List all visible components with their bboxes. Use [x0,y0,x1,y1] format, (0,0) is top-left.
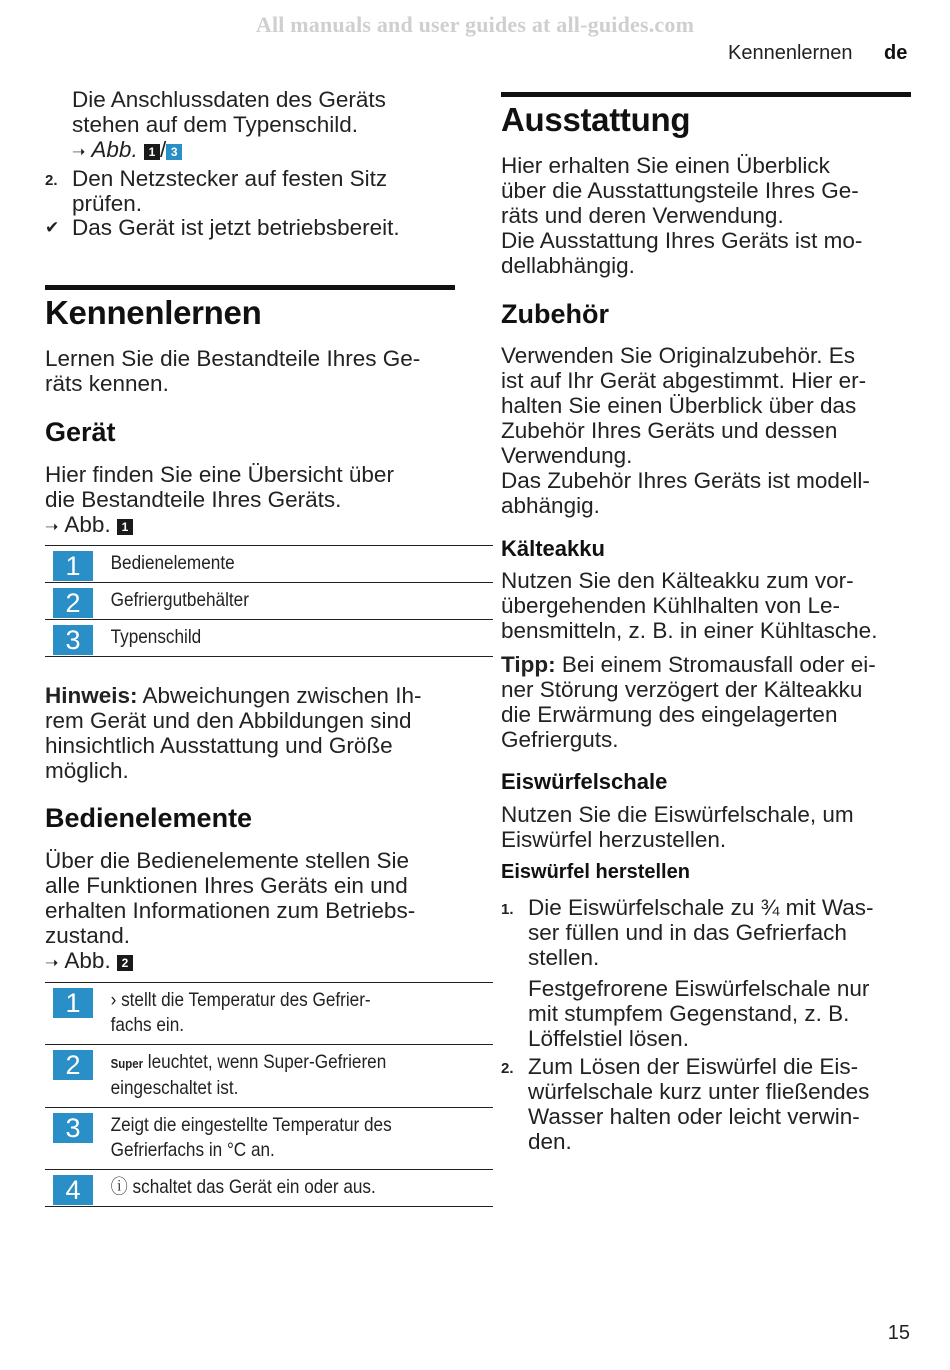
legend-row [45,1045,493,1108]
text-line: bensmitteln, z. B. in einer Kühltasche. [501,618,878,643]
text-line: räts kennen. [45,371,169,396]
text-line: mit stumpfem Gegenstand, z. B. [528,1001,850,1026]
text-line: rem Gerät und den Abbildungen sind [45,708,412,733]
figure-badge: 1 [117,519,133,535]
legend-label: Typenschild [110,626,202,648]
figure-ref-label: Abb. [64,948,111,973]
heading-geraet: Gerät [45,417,116,447]
heading-bedienelemente: Bedienelemente [45,803,253,833]
legend-row [45,983,493,1045]
note-label: Hinweis: [45,683,138,708]
text-line: Lernen Sie die Bestandteile Ihres Ge- [45,346,421,371]
legend-row [45,546,493,583]
figure-ref-label: Abb. [64,512,111,537]
text-line: Wasser halten oder leicht verwin- [528,1104,860,1129]
step-2 [45,166,455,216]
figure-reference [45,512,455,540]
legend-label [93,983,445,1044]
kaelteakku-text [501,568,911,643]
section-title-kennenlernen: Kennenlernen [45,294,262,331]
legend-number: 1 [53,988,93,1018]
bedien-legend [45,982,455,1207]
step-number: 2. [501,1060,514,1077]
text-line: erhalten Informationen zum Betriebs- [45,898,416,923]
text-line: fachs ein. [110,1014,185,1036]
text-line: über die Ausstattungsteile Ihres Ge- [501,178,859,203]
zubehoer-intro [501,343,911,518]
text-line: Nutzen Sie den Kälteakku zum vor- [501,568,854,593]
text-line: Über die Bedienelemente stellen Sie [45,848,409,873]
text-line: Eiswürfel herzustellen. [501,827,727,852]
figure-badge: 2 [117,955,133,971]
tip-label: Tipp: [501,652,556,677]
legend-row [45,1170,493,1207]
text-line: halten Sie einen Überblick über das [501,393,857,418]
text-line: hinsichtlich Ausstattung und Größe [45,733,393,758]
chevron-right-icon: › [110,989,117,1011]
legend-number: 3 [53,1113,93,1143]
section-rule [45,285,455,290]
legend-row [45,583,493,620]
legend-label [93,1045,445,1107]
text-line: Zubehör Ihres Geräts und dessen [501,418,838,443]
hinweis-note [45,683,455,783]
figure-ref-label: Abb. [91,137,138,162]
text-line: dellabhängig. [501,253,635,278]
text-line: Abweichungen zwischen Ih- [137,683,422,708]
text-line: schaltet das Gerät ein oder aus. [127,1176,376,1198]
text-line: stellt die Temperatur des Gefrier- [116,989,371,1011]
bedien-intro [45,848,455,976]
text-line: stehen auf dem Typenschild. [72,112,359,137]
legend-label: Gefriergutbehälter [110,589,249,611]
figure-reference [72,137,455,165]
text-line: Festgefrorene Eiswürfelschale nur [528,976,870,1001]
text-line: stellen. [528,945,600,970]
text-line: Das Zubehör Ihres Geräts ist modell- [501,468,870,493]
legend-number: 4 [53,1175,93,1205]
super-symbol: Super [110,1056,144,1071]
connection-note [45,87,455,165]
heading-eiswuerfelschale: Eiswürfelschale [501,769,668,794]
text-line: Das Gerät ist jetzt betriebsbereit. [72,215,400,240]
text-line: alle Funktionen Ihres Geräts ein und [45,873,408,898]
legend-row [45,1108,493,1170]
text-line: Verwendung. [501,443,633,468]
checkmark-icon: ✔ [45,218,60,237]
text-line: ser füllen und in das Gefrierfach [528,920,847,945]
arrow-right-icon: ➝ [72,144,86,161]
legend-row [45,620,493,657]
legend-number: 3 [53,625,93,655]
text-line: leuchtet, wenn Super-Gefrieren [143,1051,387,1073]
running-header-language: de [884,42,908,64]
figure-badge: 3 [166,144,182,160]
figure-reference [45,948,455,976]
step-1 [501,895,911,1051]
running-header-section: Kennenlernen [728,42,853,64]
legend-number: 2 [53,1050,93,1080]
text-line: möglich. [45,758,129,783]
tip-note [501,652,911,752]
step-number: 2. [45,172,58,189]
geraet-intro [45,462,455,540]
text-line: ner Störung verzögert der Kälteakku [501,677,863,702]
text-line: würfelschale kurz unter fließendes [528,1079,870,1104]
text-line: die Erwärmung des eingelagerten [501,702,838,727]
text-line: ist auf Ihr Gerät abgestimmt. Hier er- [501,368,867,393]
text-line: prüfen. [72,191,143,216]
step-number: 1. [501,901,514,918]
eiswuerfelschale-text [501,802,911,852]
text-line: räts und deren Verwendung. [501,203,784,228]
legend-label [93,1170,445,1206]
text-line: abhängig. [501,493,600,518]
legend-label [93,1108,445,1169]
text-line: Verwenden Sie Originalzubehör. Es [501,343,855,368]
figure-badge: 1 [144,144,160,160]
text-line: den. [528,1129,572,1154]
step-2 [501,1054,911,1154]
text-line: Löffelstiel lösen. [528,1026,689,1051]
text-line: Gefrierguts. [501,727,619,752]
result-line [45,215,455,240]
arrow-right-icon: ➝ [45,519,59,536]
power-icon: ⓘ [110,1176,128,1198]
separator: / [159,137,167,162]
section-rule [501,92,911,97]
kennenlernen-intro [45,346,455,396]
text-line: Die Ausstattung Ihres Geräts ist mo- [501,228,863,253]
text-line: Zeigt die eingestellte Temperatur des [110,1114,392,1136]
text-line: zustand. [45,923,131,948]
text-line: die Bestandteile Ihres Geräts. [45,487,342,512]
heading-eiswuerfel-herstellen: Eiswürfel herstellen [501,861,690,883]
page-number: 15 [887,1322,910,1344]
text-line: eingeschaltet ist. [110,1077,239,1099]
text-line: Nutzen Sie die Eiswürfelschale, um [501,802,854,827]
heading-zubehoer: Zubehör [501,299,609,329]
ausstattung-intro [501,153,911,278]
text-line: Den Netzstecker auf festen Sitz [72,166,388,191]
text-line: Hier finden Sie eine Übersicht über [45,462,394,487]
text-line: Die Anschlussdaten des Geräts [72,87,386,112]
text-line: Hier erhalten Sie einen Überblick [501,153,830,178]
arrow-right-icon: ➝ [45,955,59,972]
legend-label: Bedienelemente [110,552,235,574]
text-line: übergehenden Kühlhalten von Le- [501,593,841,618]
legend-number: 1 [53,551,93,581]
legend-number: 2 [53,588,93,618]
text-line: Zum Lösen der Eiswürfel die Eis- [528,1054,859,1079]
text-line: Gefrierfachs in °C an. [110,1139,275,1161]
geraet-legend [45,545,455,657]
text-line: Die Eiswürfelschale zu ¾ mit Was- [528,895,874,920]
section-title-ausstattung: Ausstattung [501,101,691,138]
heading-kaelteakku: Kälteakku [501,536,605,561]
text-line: Bei einem Stromausfall oder ei- [555,652,876,677]
watermark: All manuals and user guides at all-guides.com [255,12,695,37]
